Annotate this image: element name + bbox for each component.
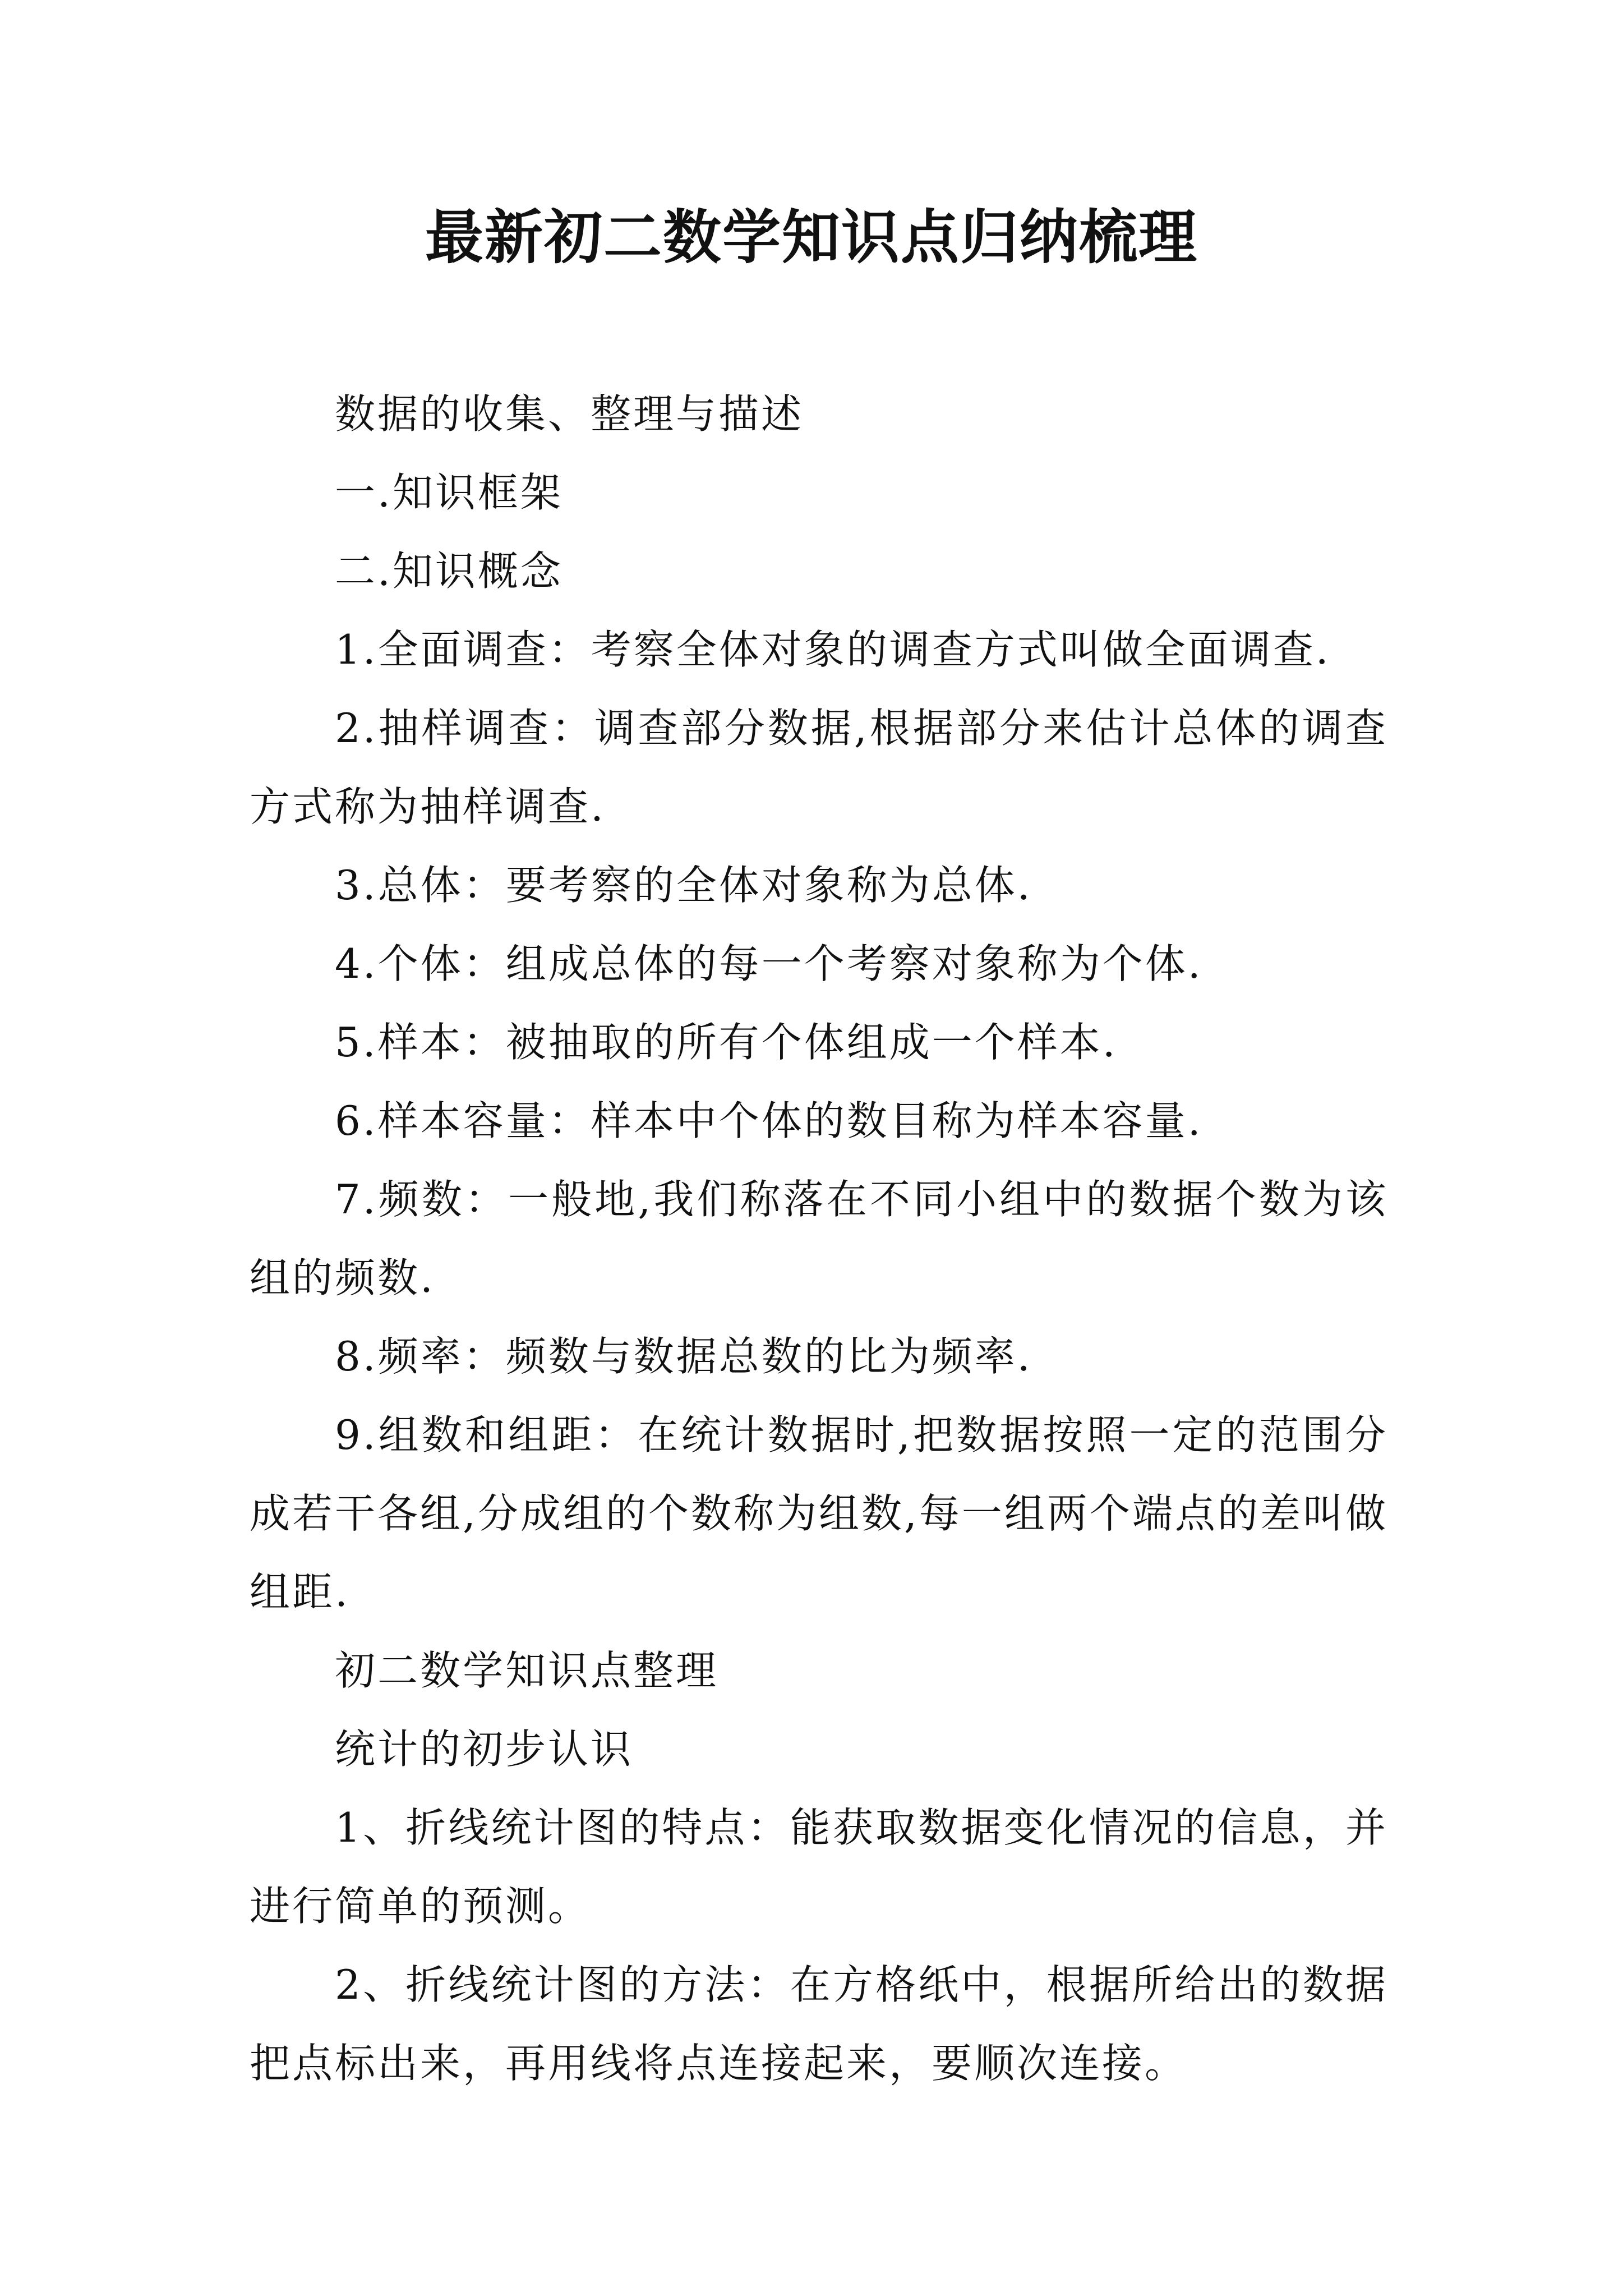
paragraph-item-4: 4.个体：组成总体的每一个考察对象称为个体. bbox=[335, 940, 1203, 987]
paragraph-item-2: 2.抽样调查：调查部分数据,根据部分来估计总体的调查方式称为抽样调查. bbox=[250, 705, 1388, 830]
paragraph-item-1: 1.全面调查：考察全体对象的调查方式叫做全面调查. bbox=[335, 626, 1331, 673]
paragraph-knowledge-framework: 一.知识框架 bbox=[335, 469, 563, 516]
paragraph-subheading-statistics: 统计的初步认识 bbox=[335, 1726, 634, 1773]
paragraph-knowledge-concepts: 二.知识概念 bbox=[335, 547, 563, 595]
paragraph-line-chart-method: 2、折线统计图的方法：在方格纸中，根据所给出的数据把点标出来，再用线将点连接起来，要顺次连接。 bbox=[250, 1961, 1388, 2087]
document-body bbox=[250, 375, 1388, 2102]
paragraph-item-7: 7.频数：一般地,我们称落在不同小组中的数据个数为该组的频数. bbox=[250, 1176, 1388, 1301]
paragraph-line-chart-features: 1、折线统计图的特点：能获取数据变化情况的信息，并进行简单的预测。 bbox=[250, 1804, 1388, 1930]
paragraph-item-9: 9.组数和组距：在统计数据时,把数据按照一定的范围分成若干各组,分成组的个数称为组数,每一组两个端点的差叫做组距. bbox=[250, 1411, 1388, 1616]
paragraph-item-8: 8.频率：频数与数据总数的比为频率. bbox=[335, 1333, 1032, 1380]
paragraph-section-heading: 数据的收集、整理与描述 bbox=[335, 390, 804, 438]
paragraph-item-5: 5.样本：被抽取的所有个体组成一个样本. bbox=[335, 1019, 1118, 1066]
paragraph-item-6: 6.样本容量：样本中个体的数目称为样本容量. bbox=[335, 1097, 1203, 1144]
paragraph-subheading-organize: 初二数学知识点整理 bbox=[335, 1647, 719, 1694]
paragraph-item-3: 3.总体：要考察的全体对象称为总体. bbox=[335, 862, 1032, 909]
document-title: 最新初二数学知识点归纳梳理 bbox=[425, 203, 1198, 272]
